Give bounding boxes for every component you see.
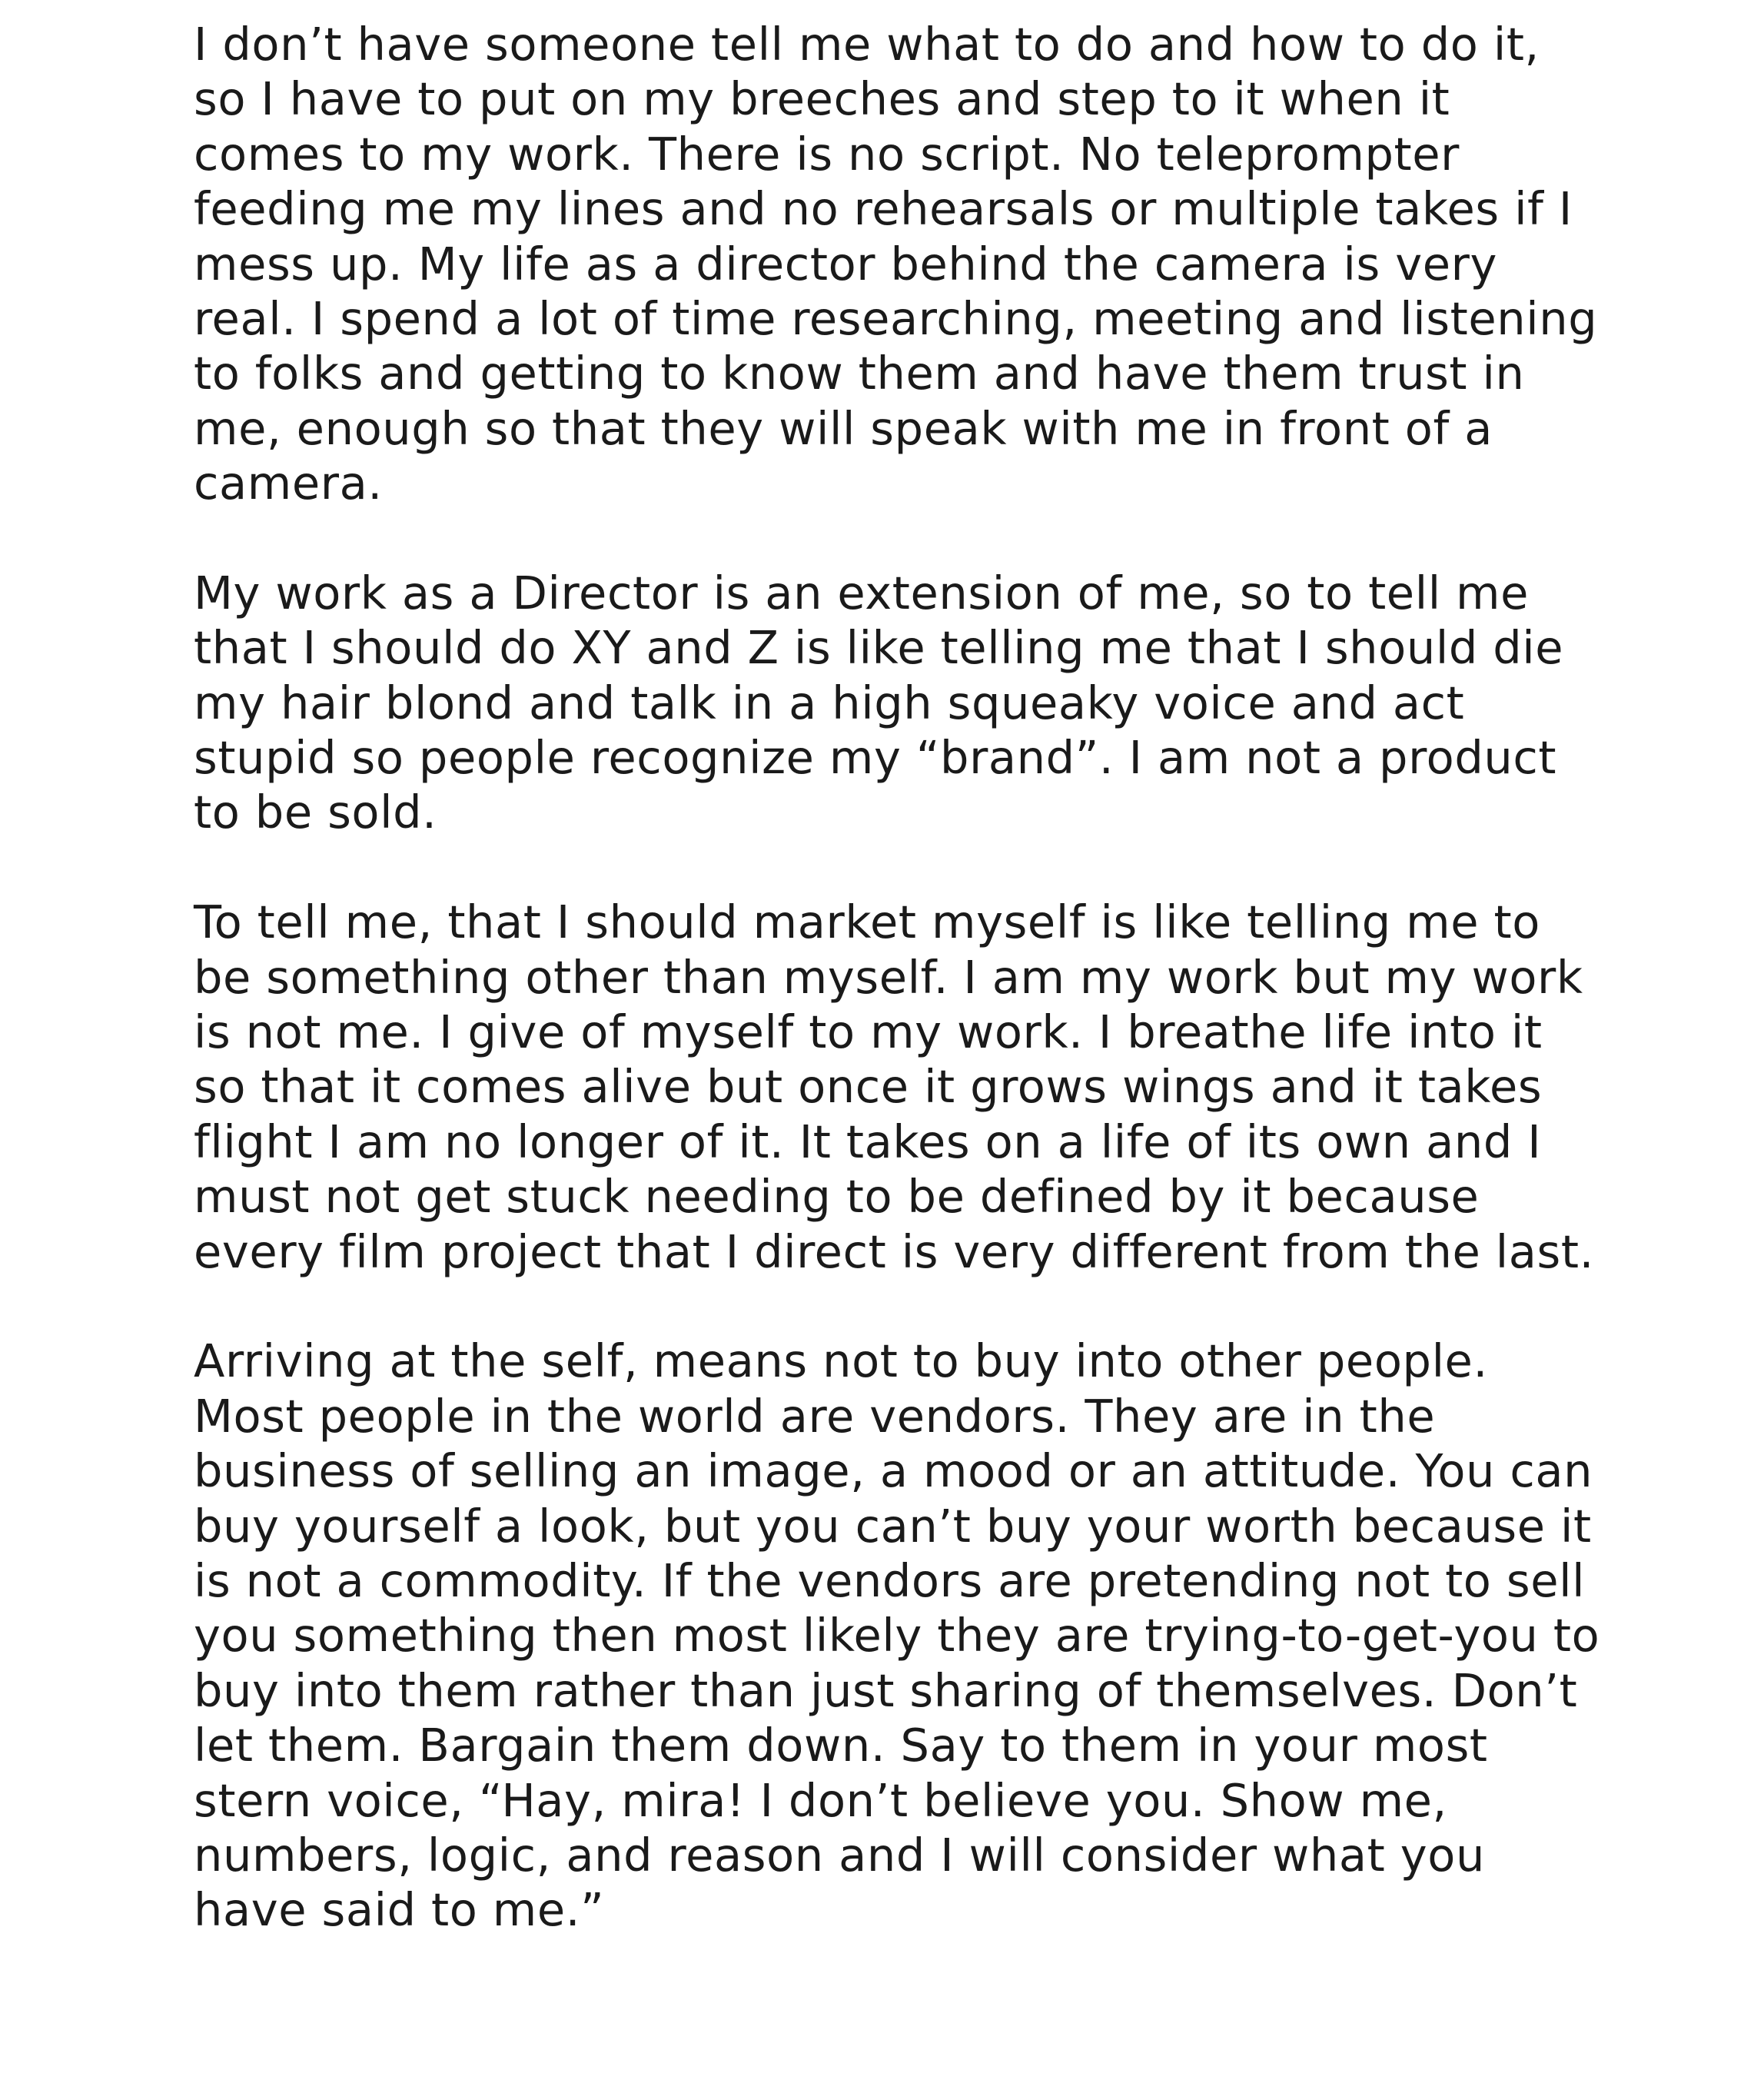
text-line: to folks and getting to know them and have them trust in — [194, 347, 1525, 400]
text-line: feeding me my lines and no rehearsals or multiple takes if I — [194, 182, 1573, 236]
text-line: let them. Bargain them down. Say to them in your most — [194, 1719, 1488, 1772]
text-line: comes to my work. There is no script. No teleprompter — [194, 127, 1460, 181]
text-line: so that it comes alive but once it grows wings and it takes — [194, 1060, 1543, 1114]
text-line: mess up. My life as a director behind the camera is very — [194, 237, 1497, 291]
text-line: buy into them rather than just sharing of themselves. Don’t — [194, 1663, 1578, 1717]
text-line: stern voice, “Hay, mira! I don’t believe you. Show me, — [194, 1773, 1447, 1827]
text-line: be something other than myself. I am my work but my work — [194, 950, 1583, 1004]
text-line: must not get stuck needing to be defined by it because — [194, 1170, 1480, 1224]
document-body — [194, 17, 1616, 1938]
text-line: is not me. I give of myself to my work. I breathe life into it — [194, 1005, 1543, 1059]
text-line: camera. — [194, 457, 383, 510]
text-line: I don’t have someone tell me what to do and how to do it, — [194, 18, 1540, 71]
text-line: that I should do XY and Z is like telling me that I should die — [194, 621, 1564, 675]
text-line: so I have to put on my breeches and step to it when it — [194, 72, 1450, 126]
text-line: real. I spend a lot of time researching, meeting and listening — [194, 291, 1598, 345]
paragraph-2 — [194, 566, 1616, 840]
text-line: My work as a Director is an extension of me, so to tell me — [194, 566, 1530, 620]
paragraph-3 — [194, 895, 1616, 1279]
text-line: To tell me, that I should market myself is like telling me to — [194, 895, 1540, 949]
text-line: buy yourself a look, but you can’t buy your worth because it — [194, 1499, 1592, 1553]
text-line: stupid so people recognize my “brand”. I am not a product — [194, 731, 1557, 785]
paragraph-spacer — [194, 1279, 1616, 1334]
text-line: you something then most likely they are trying-to-get-you to — [194, 1609, 1600, 1663]
text-line: is not a commodity. If the vendors are pretending not to sell — [194, 1553, 1586, 1607]
paragraph-4 — [194, 1334, 1616, 1937]
paragraph-spacer — [194, 840, 1616, 895]
text-line: my hair blond and talk in a high squeaky voice and act — [194, 676, 1465, 729]
text-line: have said to me.” — [194, 1883, 605, 1937]
text-line: Arriving at the self, means not to buy into other people. — [194, 1334, 1488, 1388]
text-line: numbers, logic, and reason and I will consider what you — [194, 1828, 1485, 1882]
paragraph-spacer — [194, 511, 1616, 566]
text-line: to be sold. — [194, 786, 437, 839]
text-line: every film project that I direct is very different from the last. — [194, 1224, 1594, 1278]
paragraph-1 — [194, 17, 1616, 511]
text-line: business of selling an image, a mood or an attitude. You can — [194, 1444, 1593, 1498]
text-line: me, enough so that they will speak with me in front of a — [194, 401, 1493, 455]
text-line: flight I am no longer of it. It takes on a life of its own and I — [194, 1115, 1542, 1168]
text-line: Most people in the world are vendors. They are in the — [194, 1389, 1436, 1443]
